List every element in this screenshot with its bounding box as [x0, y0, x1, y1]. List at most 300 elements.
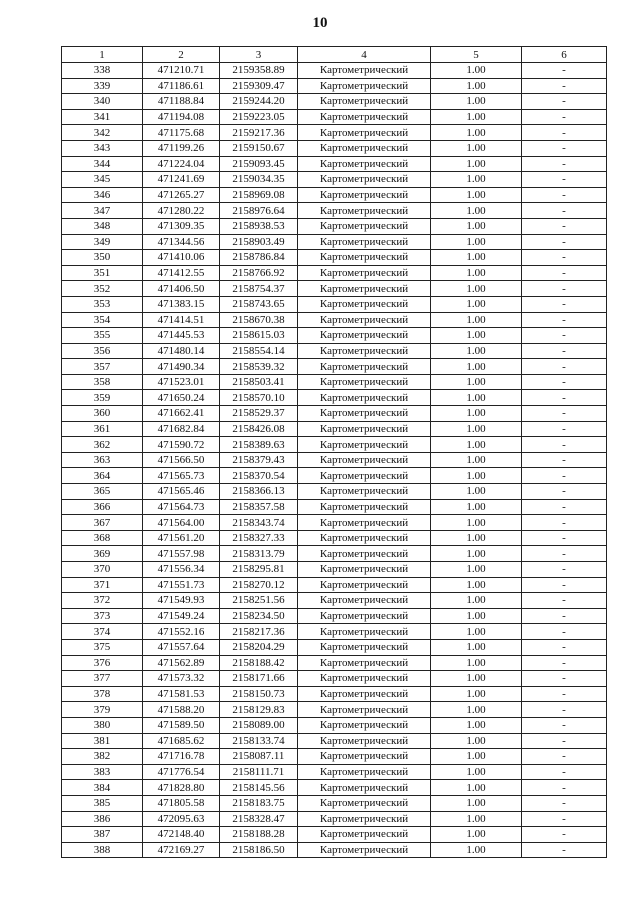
cell-point-number: 377	[62, 671, 143, 687]
cell-y: 2158188.42	[220, 655, 298, 671]
cell-method: Картометрический	[298, 172, 431, 188]
column-header-method: 4	[298, 47, 431, 63]
table-row	[62, 749, 607, 765]
cell-note: -	[522, 187, 607, 203]
cell-point-number: 370	[62, 562, 143, 578]
cell-y: 2158343.74	[220, 515, 298, 531]
cell-accuracy: 1.00	[431, 671, 522, 687]
cell-method: Картометрический	[298, 624, 431, 640]
cell-y: 2159223.05	[220, 109, 298, 125]
cell-note: -	[522, 390, 607, 406]
cell-accuracy: 1.00	[431, 639, 522, 655]
cell-method: Картометрический	[298, 109, 431, 125]
table-row	[62, 156, 607, 172]
cell-point-number: 351	[62, 265, 143, 281]
cell-y: 2158186.50	[220, 842, 298, 858]
cell-note: -	[522, 78, 607, 94]
cell-y: 2158111.71	[220, 764, 298, 780]
cell-x: 471588.20	[143, 702, 220, 718]
cell-y: 2158539.32	[220, 359, 298, 375]
cell-method: Картометрический	[298, 78, 431, 94]
table-row	[62, 343, 607, 359]
cell-method: Картометрический	[298, 655, 431, 671]
cell-method: Картометрический	[298, 811, 431, 827]
cell-accuracy: 1.00	[431, 374, 522, 390]
cell-note: -	[522, 639, 607, 655]
cell-point-number: 384	[62, 780, 143, 796]
cell-accuracy: 1.00	[431, 686, 522, 702]
cell-y: 2158087.11	[220, 749, 298, 765]
cell-method: Картометрический	[298, 842, 431, 858]
table-row	[62, 733, 607, 749]
table-row	[62, 686, 607, 702]
cell-y: 2158366.13	[220, 484, 298, 500]
table-row	[62, 265, 607, 281]
cell-x: 471590.72	[143, 437, 220, 453]
cell-point-number: 354	[62, 312, 143, 328]
cell-note: -	[522, 312, 607, 328]
cell-x: 471828.80	[143, 780, 220, 796]
cell-x: 472095.63	[143, 811, 220, 827]
cell-x: 471562.89	[143, 655, 220, 671]
cell-accuracy: 1.00	[431, 842, 522, 858]
page-number: 10	[312, 15, 328, 31]
cell-note: -	[522, 608, 607, 624]
cell-method: Картометрический	[298, 374, 431, 390]
cell-method: Картометрический	[298, 608, 431, 624]
cell-note: -	[522, 63, 607, 79]
cell-accuracy: 1.00	[431, 390, 522, 406]
cell-point-number: 367	[62, 515, 143, 531]
table-row	[62, 437, 607, 453]
cell-accuracy: 1.00	[431, 655, 522, 671]
cell-x: 471344.56	[143, 234, 220, 250]
cell-note: -	[522, 250, 607, 266]
cell-accuracy: 1.00	[431, 827, 522, 843]
cell-accuracy: 1.00	[431, 468, 522, 484]
cell-note: -	[522, 359, 607, 375]
cell-x: 471565.46	[143, 484, 220, 500]
cell-y: 2158743.65	[220, 296, 298, 312]
table-row	[62, 608, 607, 624]
cell-note: -	[522, 842, 607, 858]
cell-accuracy: 1.00	[431, 608, 522, 624]
table-row	[62, 530, 607, 546]
cell-x: 471552.16	[143, 624, 220, 640]
cell-note: -	[522, 234, 607, 250]
cell-note: -	[522, 421, 607, 437]
cell-x: 471309.35	[143, 218, 220, 234]
cell-accuracy: 1.00	[431, 125, 522, 141]
cell-point-number: 381	[62, 733, 143, 749]
cell-y: 2158615.03	[220, 328, 298, 344]
cell-x: 471224.04	[143, 156, 220, 172]
cell-y: 2158570.10	[220, 390, 298, 406]
table-row	[62, 562, 607, 578]
cell-x: 471445.53	[143, 328, 220, 344]
column-header-accuracy: 5	[431, 47, 522, 63]
cell-note: -	[522, 140, 607, 156]
cell-point-number: 388	[62, 842, 143, 858]
table-row	[62, 374, 607, 390]
table-row	[62, 842, 607, 858]
cell-x: 471561.20	[143, 530, 220, 546]
cell-point-number: 357	[62, 359, 143, 375]
cell-accuracy: 1.00	[431, 172, 522, 188]
cell-accuracy: 1.00	[431, 452, 522, 468]
cell-accuracy: 1.00	[431, 577, 522, 593]
cell-note: -	[522, 530, 607, 546]
cell-x: 471199.26	[143, 140, 220, 156]
cell-point-number: 387	[62, 827, 143, 843]
cell-x: 471410.06	[143, 250, 220, 266]
cell-x: 471805.58	[143, 795, 220, 811]
table-row	[62, 484, 607, 500]
cell-accuracy: 1.00	[431, 515, 522, 531]
cell-method: Картометрический	[298, 390, 431, 406]
cell-x: 471280.22	[143, 203, 220, 219]
cell-note: -	[522, 811, 607, 827]
table-row	[62, 624, 607, 640]
cell-y: 2159150.67	[220, 140, 298, 156]
cell-point-number: 338	[62, 63, 143, 79]
cell-x: 471480.14	[143, 343, 220, 359]
cell-point-number: 348	[62, 218, 143, 234]
column-header-y: 3	[220, 47, 298, 63]
cell-x: 471776.54	[143, 764, 220, 780]
cell-method: Картометрический	[298, 484, 431, 500]
cell-point-number: 350	[62, 250, 143, 266]
cell-y: 2158754.37	[220, 281, 298, 297]
cell-note: -	[522, 156, 607, 172]
cell-note: -	[522, 749, 607, 765]
cell-accuracy: 1.00	[431, 281, 522, 297]
table-row	[62, 593, 607, 609]
table-row	[62, 421, 607, 437]
cell-note: -	[522, 94, 607, 110]
cell-y: 2158183.75	[220, 795, 298, 811]
table-row	[62, 63, 607, 79]
cell-x: 471412.55	[143, 265, 220, 281]
table-row	[62, 203, 607, 219]
cell-accuracy: 1.00	[431, 749, 522, 765]
cell-method: Картометрический	[298, 156, 431, 172]
cell-note: -	[522, 406, 607, 422]
cell-note: -	[522, 780, 607, 796]
cell-y: 2158328.47	[220, 811, 298, 827]
cell-note: -	[522, 515, 607, 531]
cell-y: 2158313.79	[220, 546, 298, 562]
cell-y: 2158133.74	[220, 733, 298, 749]
cell-x: 471551.73	[143, 577, 220, 593]
cell-y: 2158766.92	[220, 265, 298, 281]
cell-point-number: 352	[62, 281, 143, 297]
cell-y: 2158976.64	[220, 203, 298, 219]
cell-y: 2158357.58	[220, 499, 298, 515]
cell-x: 471573.32	[143, 671, 220, 687]
cell-x: 471589.50	[143, 717, 220, 733]
table-row	[62, 452, 607, 468]
cell-note: -	[522, 624, 607, 640]
cell-accuracy: 1.00	[431, 702, 522, 718]
cell-accuracy: 1.00	[431, 218, 522, 234]
cell-accuracy: 1.00	[431, 140, 522, 156]
cell-point-number: 360	[62, 406, 143, 422]
cell-accuracy: 1.00	[431, 328, 522, 344]
cell-x: 471549.24	[143, 608, 220, 624]
cell-y: 2158204.29	[220, 639, 298, 655]
table-row	[62, 109, 607, 125]
table-row	[62, 312, 607, 328]
cell-method: Картометрический	[298, 406, 431, 422]
table-row	[62, 795, 607, 811]
cell-y: 2158529.37	[220, 406, 298, 422]
cell-note: -	[522, 546, 607, 562]
cell-method: Картометрический	[298, 827, 431, 843]
cell-y: 2158217.36	[220, 624, 298, 640]
cell-method: Картометрический	[298, 795, 431, 811]
cell-accuracy: 1.00	[431, 312, 522, 328]
cell-point-number: 349	[62, 234, 143, 250]
cell-x: 471383.15	[143, 296, 220, 312]
cell-x: 471566.50	[143, 452, 220, 468]
cell-method: Картометрический	[298, 265, 431, 281]
cell-method: Картометрический	[298, 328, 431, 344]
table-row	[62, 250, 607, 266]
cell-y: 2159358.89	[220, 63, 298, 79]
cell-method: Картометрический	[298, 203, 431, 219]
cell-method: Картометрический	[298, 530, 431, 546]
cell-note: -	[522, 655, 607, 671]
cell-x: 471564.00	[143, 515, 220, 531]
cell-point-number: 380	[62, 717, 143, 733]
cell-point-number: 374	[62, 624, 143, 640]
cell-accuracy: 1.00	[431, 546, 522, 562]
cell-accuracy: 1.00	[431, 437, 522, 453]
cell-note: -	[522, 328, 607, 344]
table-row	[62, 468, 607, 484]
table-row	[62, 499, 607, 515]
cell-x: 471685.62	[143, 733, 220, 749]
cell-method: Картометрический	[298, 764, 431, 780]
cell-point-number: 364	[62, 468, 143, 484]
cell-method: Картометрический	[298, 686, 431, 702]
table-row	[62, 406, 607, 422]
cell-point-number: 385	[62, 795, 143, 811]
cell-y: 2158426.08	[220, 421, 298, 437]
cell-method: Картометрический	[298, 421, 431, 437]
cell-point-number: 342	[62, 125, 143, 141]
table-row	[62, 655, 607, 671]
cell-accuracy: 1.00	[431, 530, 522, 546]
cell-y: 2159217.36	[220, 125, 298, 141]
table-row	[62, 140, 607, 156]
cell-note: -	[522, 702, 607, 718]
cell-method: Картометрический	[298, 281, 431, 297]
cell-method: Картометрический	[298, 515, 431, 531]
cell-y: 2158903.49	[220, 234, 298, 250]
cell-method: Картометрический	[298, 452, 431, 468]
cell-method: Картометрический	[298, 218, 431, 234]
cell-method: Картометрический	[298, 468, 431, 484]
column-header-x: 2	[143, 47, 220, 63]
cell-x: 471557.64	[143, 639, 220, 655]
cell-accuracy: 1.00	[431, 499, 522, 515]
cell-accuracy: 1.00	[431, 780, 522, 796]
cell-point-number: 361	[62, 421, 143, 437]
cell-accuracy: 1.00	[431, 234, 522, 250]
table-row	[62, 281, 607, 297]
cell-method: Картометрический	[298, 702, 431, 718]
cell-note: -	[522, 468, 607, 484]
cell-y: 2158234.50	[220, 608, 298, 624]
table-row	[62, 811, 607, 827]
cell-x: 471175.68	[143, 125, 220, 141]
cell-x: 471241.69	[143, 172, 220, 188]
table-row	[62, 94, 607, 110]
cell-x: 471716.78	[143, 749, 220, 765]
cell-note: -	[522, 296, 607, 312]
cell-method: Картометрический	[298, 234, 431, 250]
cell-point-number: 347	[62, 203, 143, 219]
cell-y: 2158188.28	[220, 827, 298, 843]
cell-y: 2158251.56	[220, 593, 298, 609]
table-row	[62, 639, 607, 655]
cell-y: 2158938.53	[220, 218, 298, 234]
cell-accuracy: 1.00	[431, 156, 522, 172]
cell-x: 471557.98	[143, 546, 220, 562]
cell-accuracy: 1.00	[431, 296, 522, 312]
cell-y: 2158554.14	[220, 343, 298, 359]
table-row	[62, 172, 607, 188]
cell-y: 2158295.81	[220, 562, 298, 578]
table-row	[62, 78, 607, 94]
cell-note: -	[522, 717, 607, 733]
cell-y: 2158670.38	[220, 312, 298, 328]
cell-method: Картометрический	[298, 593, 431, 609]
cell-x: 471650.24	[143, 390, 220, 406]
cell-y: 2158379.43	[220, 452, 298, 468]
cell-point-number: 386	[62, 811, 143, 827]
cell-x: 471186.61	[143, 78, 220, 94]
cell-point-number: 369	[62, 546, 143, 562]
cell-note: -	[522, 218, 607, 234]
cell-x: 472169.27	[143, 842, 220, 858]
table-row	[62, 187, 607, 203]
cell-accuracy: 1.00	[431, 250, 522, 266]
cell-point-number: 346	[62, 187, 143, 203]
cell-x: 471523.01	[143, 374, 220, 390]
cell-method: Картометрический	[298, 359, 431, 375]
cell-x: 471549.93	[143, 593, 220, 609]
cell-point-number: 343	[62, 140, 143, 156]
cell-x: 471414.51	[143, 312, 220, 328]
cell-accuracy: 1.00	[431, 733, 522, 749]
cell-method: Картометрический	[298, 749, 431, 765]
table-header-row	[62, 47, 607, 63]
cell-note: -	[522, 437, 607, 453]
cell-note: -	[522, 827, 607, 843]
cell-y: 2158327.33	[220, 530, 298, 546]
cell-point-number: 363	[62, 452, 143, 468]
cell-accuracy: 1.00	[431, 811, 522, 827]
cell-y: 2159244.20	[220, 94, 298, 110]
cell-method: Картометрический	[298, 639, 431, 655]
cell-y: 2158389.63	[220, 437, 298, 453]
cell-method: Картометрический	[298, 733, 431, 749]
column-header-note: 6	[522, 47, 607, 63]
cell-accuracy: 1.00	[431, 187, 522, 203]
cell-note: -	[522, 484, 607, 500]
cell-method: Картометрический	[298, 63, 431, 79]
table-body	[62, 63, 607, 858]
cell-accuracy: 1.00	[431, 593, 522, 609]
cell-point-number: 355	[62, 328, 143, 344]
table-row	[62, 234, 607, 250]
table-row	[62, 125, 607, 141]
cell-y: 2159034.35	[220, 172, 298, 188]
table-row	[62, 515, 607, 531]
cell-point-number: 382	[62, 749, 143, 765]
cell-y: 2158969.08	[220, 187, 298, 203]
cell-y: 2158150.73	[220, 686, 298, 702]
cell-accuracy: 1.00	[431, 359, 522, 375]
cell-point-number: 376	[62, 655, 143, 671]
table-row	[62, 577, 607, 593]
cell-y: 2159309.47	[220, 78, 298, 94]
cell-note: -	[522, 125, 607, 141]
cell-note: -	[522, 109, 607, 125]
cell-note: -	[522, 562, 607, 578]
cell-x: 471188.84	[143, 94, 220, 110]
cell-accuracy: 1.00	[431, 203, 522, 219]
cell-point-number: 378	[62, 686, 143, 702]
cell-accuracy: 1.00	[431, 764, 522, 780]
cell-method: Картометрический	[298, 187, 431, 203]
cell-point-number: 358	[62, 374, 143, 390]
cell-method: Картометрический	[298, 296, 431, 312]
cell-point-number: 379	[62, 702, 143, 718]
cell-y: 2158145.56	[220, 780, 298, 796]
cell-accuracy: 1.00	[431, 421, 522, 437]
cell-point-number: 345	[62, 172, 143, 188]
cell-accuracy: 1.00	[431, 265, 522, 281]
cell-point-number: 344	[62, 156, 143, 172]
cell-accuracy: 1.00	[431, 562, 522, 578]
cell-y: 2158129.83	[220, 702, 298, 718]
cell-x: 471194.08	[143, 109, 220, 125]
cell-point-number: 383	[62, 764, 143, 780]
cell-accuracy: 1.00	[431, 343, 522, 359]
cell-method: Картометрический	[298, 140, 431, 156]
cell-y: 2158503.41	[220, 374, 298, 390]
cell-point-number: 341	[62, 109, 143, 125]
cell-point-number: 365	[62, 484, 143, 500]
cell-point-number: 359	[62, 390, 143, 406]
cell-method: Картометрический	[298, 437, 431, 453]
cell-note: -	[522, 281, 607, 297]
cell-method: Картометрический	[298, 343, 431, 359]
cell-note: -	[522, 795, 607, 811]
cell-accuracy: 1.00	[431, 795, 522, 811]
cell-accuracy: 1.00	[431, 717, 522, 733]
cell-note: -	[522, 265, 607, 281]
column-header-point-number: 1	[62, 47, 143, 63]
table-row	[62, 764, 607, 780]
cell-method: Картометрический	[298, 577, 431, 593]
table-row	[62, 296, 607, 312]
cell-note: -	[522, 452, 607, 468]
